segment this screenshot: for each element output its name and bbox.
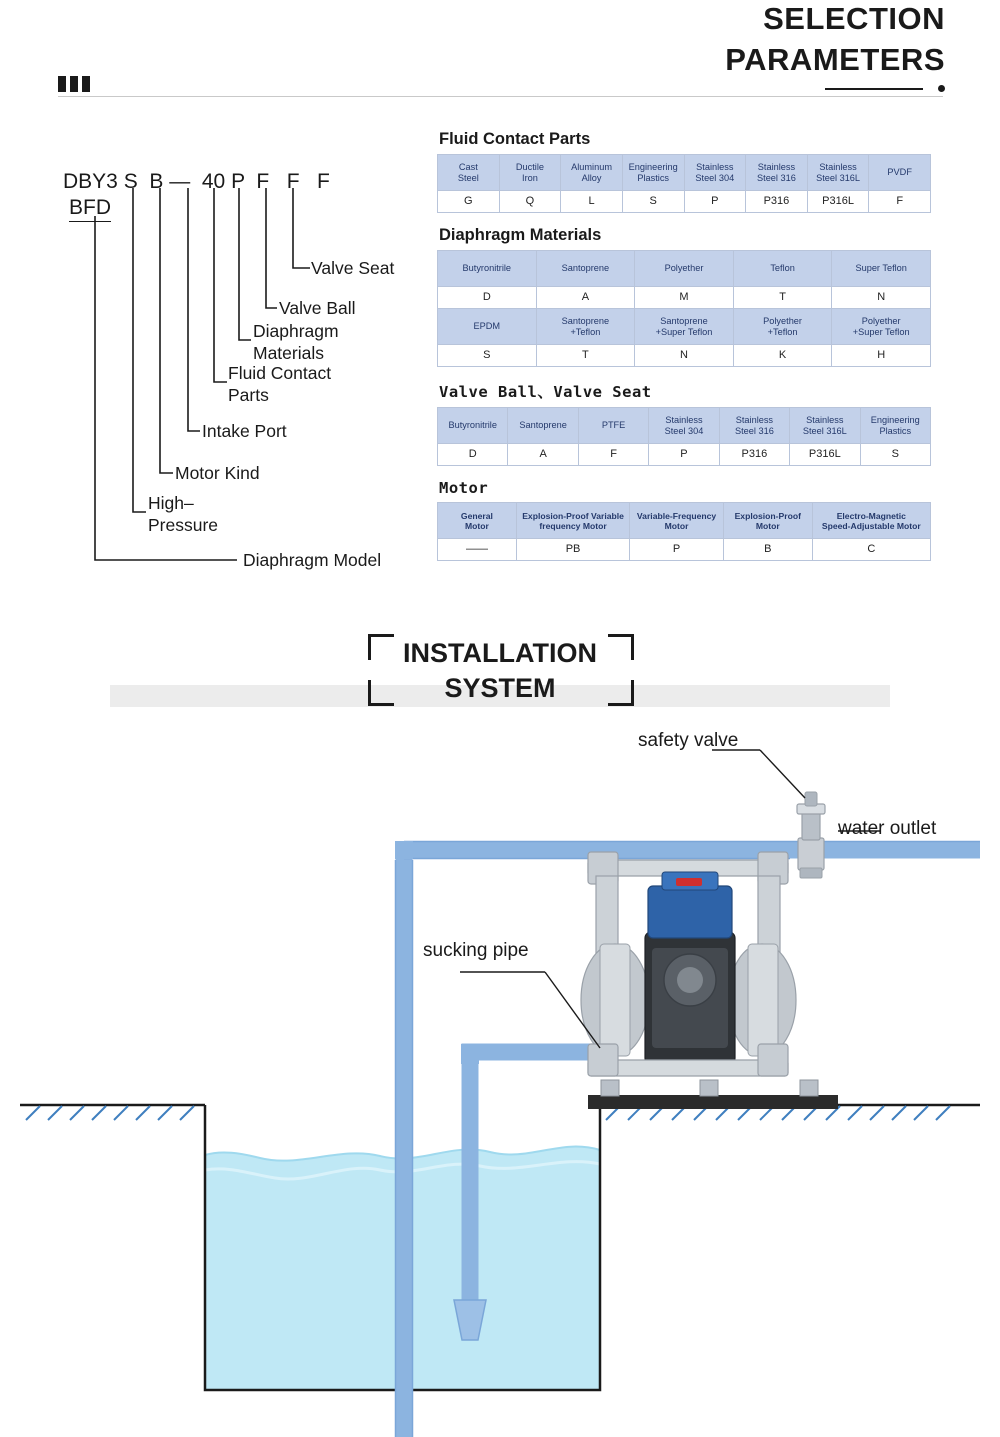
label-fluid-contact-line2: Parts bbox=[228, 385, 269, 405]
table-header-cell: Variable-Frequency Motor bbox=[630, 503, 724, 539]
label-valve-seat: Valve Seat bbox=[311, 258, 395, 278]
table-cell: P bbox=[630, 539, 724, 561]
label-water-outlet: water outlet bbox=[838, 818, 937, 839]
table-cell: PB bbox=[516, 539, 629, 561]
safety-valve bbox=[797, 792, 825, 878]
parameter-tables bbox=[437, 130, 937, 574]
fluid-contact-parts-table bbox=[437, 154, 931, 213]
installation-diagram bbox=[0, 700, 1000, 1437]
table-cell: F bbox=[869, 191, 931, 213]
table-header-cell: Santoprene +Super Teflon bbox=[635, 309, 734, 345]
table-header-cell: PTFE bbox=[578, 408, 648, 444]
table-row bbox=[438, 408, 931, 444]
table-header-cell: Aluminum Alloy bbox=[561, 155, 623, 191]
table-cell: D bbox=[438, 287, 537, 309]
table-cell: N bbox=[635, 345, 734, 367]
table-cell: N bbox=[832, 287, 931, 309]
label-fluid-contact-line1: Fluid Contact bbox=[228, 363, 332, 383]
table-header-cell: Stainless Steel 316 bbox=[719, 408, 789, 444]
table-header-cell: Teflon bbox=[733, 251, 832, 287]
table-cell: M bbox=[635, 287, 734, 309]
table-header-cell: Explosion-Proof Variable frequency Motor bbox=[516, 503, 629, 539]
table-row bbox=[438, 251, 931, 287]
table-title-diaphragm-materials: Diaphragm Materials bbox=[439, 226, 602, 244]
label-diaphragm-materials-line2: Materials bbox=[253, 343, 324, 363]
table-row bbox=[438, 345, 931, 367]
table-header-cell: Butyronitrile bbox=[438, 251, 537, 287]
label-sucking-pipe: sucking pipe bbox=[423, 940, 529, 961]
table-cell: Q bbox=[499, 191, 561, 213]
table-header-cell: Cast Steel bbox=[438, 155, 500, 191]
table-cell: G bbox=[438, 191, 500, 213]
table-row bbox=[438, 539, 931, 561]
table-header-cell: Stainless Steel 304 bbox=[649, 408, 719, 444]
table-title-motor: Motor bbox=[439, 479, 489, 497]
page-title-line1: SELECTION bbox=[763, 1, 945, 36]
table-cell: F bbox=[578, 444, 648, 466]
model-code-diagram bbox=[55, 160, 435, 590]
label-diaphragm-materials-line1: Diaphragm bbox=[253, 321, 339, 341]
label-diaphragm-model: Diaphragm Model bbox=[243, 550, 382, 570]
accent-rule-icon bbox=[825, 84, 945, 94]
table-row bbox=[438, 155, 931, 191]
table-header-cell: Santoprene bbox=[508, 408, 578, 444]
table-cell: S bbox=[860, 444, 930, 466]
table-header-cell: PVDF bbox=[869, 155, 931, 191]
diaphragm-materials-table bbox=[437, 250, 931, 367]
table-header-cell: Super Teflon bbox=[832, 251, 931, 287]
table-header-cell: Explosion-Proof Motor bbox=[723, 503, 812, 539]
table-header-cell: Ductile Iron bbox=[499, 155, 561, 191]
table-cell: T bbox=[733, 287, 832, 309]
table-cell: D bbox=[438, 444, 508, 466]
table-header-cell: Stainless Steel 316L bbox=[807, 155, 869, 191]
label-fluid-contact-parts bbox=[228, 362, 331, 406]
installation-title-line2: SYSTEM bbox=[444, 673, 556, 703]
table-cell: P bbox=[684, 191, 746, 213]
table-cell: P316L bbox=[790, 444, 860, 466]
table-row bbox=[438, 191, 931, 213]
table-header-cell: Engineering Plastics bbox=[622, 155, 684, 191]
valve-ball-valve-seat-table bbox=[437, 407, 931, 466]
table-row bbox=[438, 503, 931, 539]
table-cell: S bbox=[438, 345, 537, 367]
table-header-cell: Butyronitrile bbox=[438, 408, 508, 444]
table-header-cell: Stainless Steel 316 bbox=[746, 155, 808, 191]
table-header-cell: Santoprene +Teflon bbox=[536, 309, 635, 345]
diaphragm-pump bbox=[581, 852, 796, 1076]
table-cell: P316 bbox=[719, 444, 789, 466]
installation-title bbox=[0, 636, 1000, 706]
pipe-elbow-suction bbox=[461, 1044, 479, 1064]
table-title-valve-ball-valve-seat: Valve Ball、Valve Seat bbox=[439, 383, 652, 401]
model-code-string: DBY3 S B — 40 P F F F bbox=[63, 170, 330, 193]
installation-title-line1: INSTALLATION bbox=[403, 638, 597, 668]
table-title-fluid-contact-parts: Fluid Contact Parts bbox=[439, 130, 591, 148]
header-divider bbox=[58, 96, 943, 97]
label-high-pressure-line1: High– bbox=[148, 493, 194, 513]
table-cell: L bbox=[561, 191, 623, 213]
table-cell: B bbox=[723, 539, 812, 561]
table-cell: —— bbox=[438, 539, 517, 561]
label-diaphragm-materials bbox=[253, 320, 339, 364]
table-header-cell: Santoprene bbox=[536, 251, 635, 287]
table-cell: K bbox=[733, 345, 832, 367]
label-intake-port: Intake Port bbox=[202, 421, 287, 441]
table-header-cell: Engineering Plastics bbox=[860, 408, 930, 444]
label-motor-kind: Motor Kind bbox=[175, 463, 260, 483]
page-title-line2: PARAMETERS bbox=[725, 42, 945, 77]
table-cell: H bbox=[832, 345, 931, 367]
label-high-pressure-line2: Pressure bbox=[148, 515, 219, 535]
table-cell: A bbox=[536, 287, 635, 309]
table-header-cell: General Motor bbox=[438, 503, 517, 539]
label-valve-ball: Valve Ball bbox=[279, 298, 356, 318]
table-cell: C bbox=[812, 539, 930, 561]
table-header-cell: Polyether +Teflon bbox=[733, 309, 832, 345]
table-cell: P316L bbox=[807, 191, 869, 213]
table-row bbox=[438, 309, 931, 345]
table-header-cell: Electro-Magnetic Speed-Adjustable Motor bbox=[812, 503, 930, 539]
pump-base bbox=[588, 1080, 838, 1109]
bars-icon bbox=[58, 76, 92, 92]
page-header bbox=[0, 0, 1000, 115]
table-header-cell: Polyether +Super Teflon bbox=[832, 309, 931, 345]
model-code-subscript: BFD bbox=[69, 196, 111, 222]
table-header-cell: Stainless Steel 316L bbox=[790, 408, 860, 444]
motor-table bbox=[437, 502, 931, 561]
label-safety-valve: safety valve bbox=[638, 730, 739, 751]
installation-scene-svg bbox=[0, 700, 1000, 1437]
table-cell: P316 bbox=[746, 191, 808, 213]
page-title bbox=[345, 0, 945, 80]
table-cell: S bbox=[622, 191, 684, 213]
table-header-cell: Polyether bbox=[635, 251, 734, 287]
label-high-pressure bbox=[148, 492, 218, 536]
table-cell: A bbox=[508, 444, 578, 466]
pipe-elbow-top bbox=[395, 841, 413, 859]
table-row bbox=[438, 444, 931, 466]
table-cell: T bbox=[536, 345, 635, 367]
table-header-cell: Stainless Steel 304 bbox=[684, 155, 746, 191]
table-cell: P bbox=[649, 444, 719, 466]
table-row bbox=[438, 287, 931, 309]
table-header-cell: EPDM bbox=[438, 309, 537, 345]
